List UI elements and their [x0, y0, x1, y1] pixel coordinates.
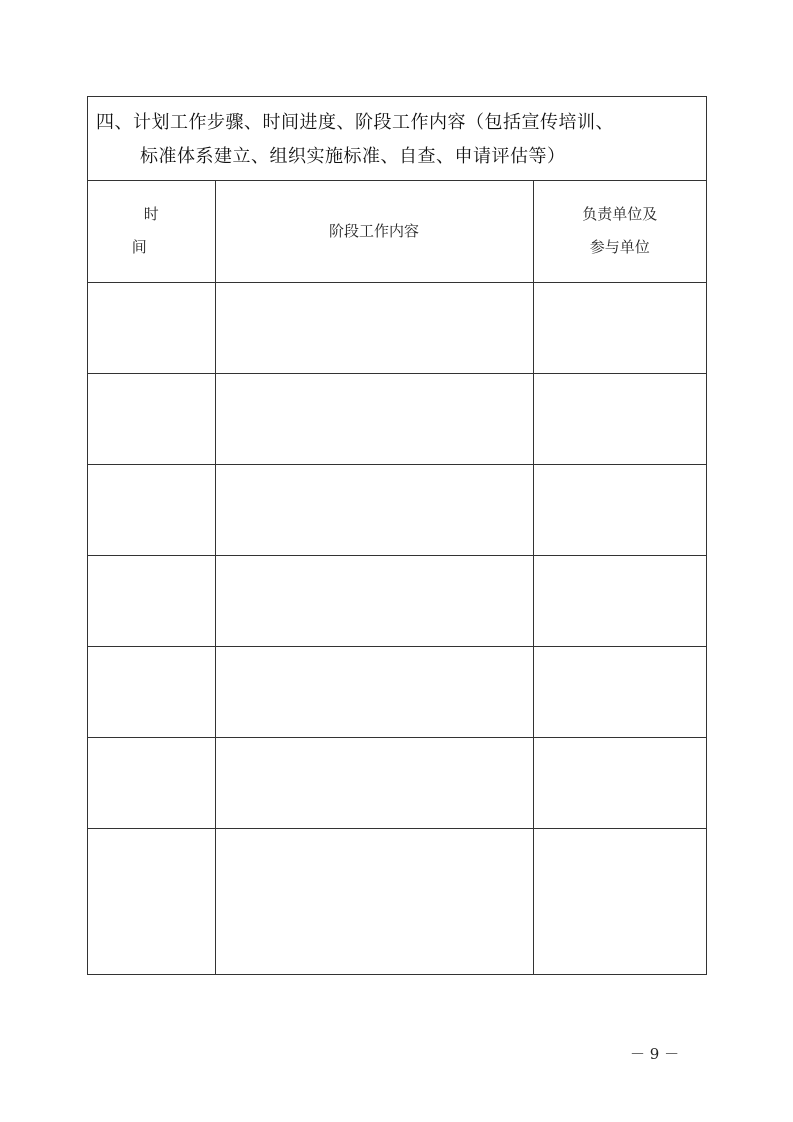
plan-table	[88, 181, 706, 975]
table-row	[88, 646, 706, 737]
cell-content[interactable]	[215, 737, 533, 828]
column-header-responsible-line-2: 参与单位	[589, 238, 650, 257]
plan-form	[87, 96, 707, 975]
table-row	[88, 737, 706, 828]
cell-time[interactable]	[88, 646, 215, 737]
cell-time[interactable]	[88, 555, 215, 646]
cell-content[interactable]	[215, 464, 533, 555]
cell-responsible[interactable]	[533, 464, 706, 555]
cell-content[interactable]	[215, 373, 533, 464]
cell-content[interactable]	[215, 828, 533, 975]
column-header-time: 时 间	[88, 181, 215, 282]
cell-time[interactable]	[88, 737, 215, 828]
table-header-row	[88, 181, 706, 282]
cell-time[interactable]	[88, 464, 215, 555]
table-row	[88, 555, 706, 646]
cell-time[interactable]	[88, 828, 215, 975]
section-heading-line-2: 标准体系建立、组织实施标准、自查、申请评估等）	[140, 146, 566, 167]
table-row	[88, 464, 706, 555]
cell-responsible[interactable]	[533, 828, 706, 975]
column-header-responsible-line-1: 负责单位及	[582, 205, 658, 224]
cell-content[interactable]	[215, 282, 533, 373]
cell-time[interactable]	[88, 282, 215, 373]
section-heading-line-1: 四、计划工作步骤、时间进度、阶段工作内容（包括宣传培训、	[96, 112, 614, 133]
page-number: － 9 －	[630, 1045, 680, 1063]
table-row	[88, 373, 706, 464]
cell-content[interactable]	[215, 555, 533, 646]
cell-responsible[interactable]	[533, 737, 706, 828]
column-header-responsible	[533, 181, 706, 282]
cell-responsible[interactable]	[533, 555, 706, 646]
cell-time[interactable]	[88, 373, 215, 464]
cell-responsible[interactable]	[533, 373, 706, 464]
cell-content[interactable]	[215, 646, 533, 737]
table-row	[88, 282, 706, 373]
column-header-content: 阶段工作内容	[215, 181, 533, 282]
table-row	[88, 828, 706, 975]
cell-responsible[interactable]	[533, 282, 706, 373]
section-heading	[88, 97, 706, 181]
cell-responsible[interactable]	[533, 646, 706, 737]
